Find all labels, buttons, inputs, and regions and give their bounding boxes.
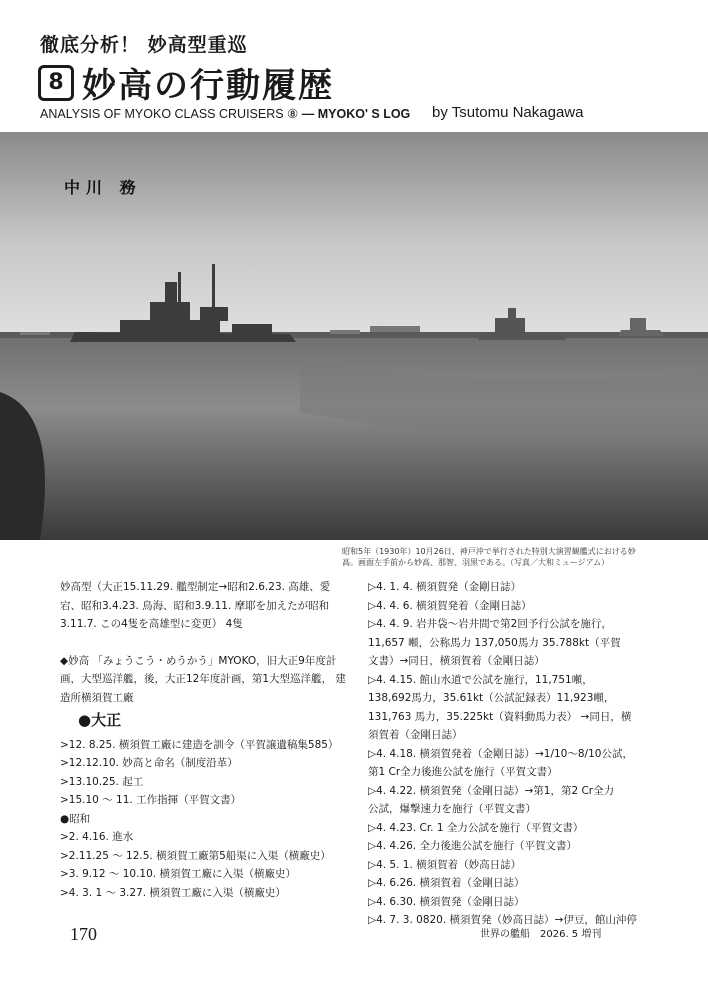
- right-column: [368, 578, 648, 930]
- log-entry: ▷4. 4.22. 横須賀発（金剛日誌）→第1，第2 Cr全力: [368, 784, 615, 797]
- log-entry: 公試，爆撃速力を施行（平賀文書）: [368, 803, 536, 815]
- log-entry: ▷4. 4.15. 館山水道で公試を施行，11,751噸，: [368, 673, 593, 686]
- log-entry: >12. 8.25. 横須賀工廠に建造を訓令（平賀譲遺稿集585）: [60, 738, 339, 751]
- ship-intro-paragraph: ◆妙高 「みょうこう・めうかう」MYOKO，旧大正9年度計画，大型巡洋艦，後，大正12年度計画，第1大型巡洋艦， 建造所横須賀工廠: [60, 654, 346, 704]
- log-entry: ▷4. 4.23. Cr. 1 全力公試を施行（平賀文書）: [368, 821, 584, 834]
- log-entry: >2. 4.16. 進水: [60, 831, 134, 843]
- sky: [0, 132, 708, 338]
- english-subtitle: [40, 106, 410, 121]
- class-intro-paragraph: 妙高型（大正15.11.29. 艦型制定→昭和2.6.23. 高雄、愛宕、昭和3.4.23. 鳥海、昭和3.9.11. 摩耶を加えたが昭和3.11.7. この4隻を高雄型に変更） 4隻: [60, 581, 331, 630]
- magazine-footer: 世界の艦船 2026. 5 増刊: [480, 929, 602, 940]
- log-entry: ▷4. 6.26. 横須賀着（金剛日誌）: [368, 877, 525, 889]
- log-entry: >3. 9.12 ～ 10.10. 横須賀工廠に入渠（横廠史）: [60, 868, 296, 880]
- article-number-badge: 8: [38, 65, 74, 101]
- english-subtitle-main: ANALYSIS OF MYOKO CLASS CRUISERS ⑧: [40, 107, 299, 121]
- log-entry: ▷4. 4. 6. 横須賀発着（金剛日誌）: [368, 599, 532, 612]
- log-entry: ▷4. 4. 9. 岩井袋～岩井間で第2回予行公試を施行，: [368, 618, 612, 630]
- author-name: 中川 務: [64, 178, 142, 197]
- log-entry: 131,763 馬力，35.225kt（資料動馬力表） →同日，横: [368, 710, 632, 723]
- log-entry: 138,692馬力，35.61kt（公試記録表）11,923噸，: [368, 692, 615, 704]
- era-heading: ●大正: [78, 711, 122, 729]
- log-entry: >13.10.25. 起工: [60, 775, 144, 788]
- page-number: 170: [70, 924, 97, 944]
- log-entry: ▷4. 7. 3. 0820. 横須賀発（妙高日誌）→伊豆，館山沖停: [368, 914, 637, 926]
- log-entry: 11,657 噸，公称馬力 137,050馬力 35.788kt（平賀: [368, 636, 621, 649]
- log-entry: >15.10 ～ 11. 工作指揮（平賀文書）: [60, 794, 242, 806]
- left-column: [60, 578, 350, 902]
- log-entry: >12.12.10. 妙高と命名（制度沿革）: [60, 757, 238, 769]
- byline: by Tsutomu Nakagawa: [432, 104, 584, 121]
- title-row: [38, 58, 334, 107]
- log-entry: >2.11.25 ～ 12.5. 横須賀工廠第5船渠に入渠（横廠史）: [60, 849, 331, 862]
- log-entry: 第1 Cr全力後進公試を施行（平賀文書）: [368, 766, 558, 778]
- log-entry: 文書）→同日，横須賀着（金剛日誌）: [368, 655, 545, 667]
- series-label: 徹底分析！ 妙高型重巡: [40, 34, 248, 56]
- english-subtitle-log: — MYOKO' S LOG: [301, 107, 411, 121]
- log-entry: ▷4. 6.30. 横須賀発（金剛日誌）: [368, 895, 525, 908]
- article-title: 妙高の行動履歴: [82, 66, 334, 106]
- log-entry: ▷4. 5. 1. 横須賀着（妙高日誌）: [368, 858, 522, 871]
- log-entry: ▷4. 4.26. 全力後進公試を施行（平賀文書）: [368, 840, 577, 852]
- log-entry: >4. 3. 1 ～ 3.27. 横須賀工廠に入渠（横廠史）: [60, 886, 286, 899]
- log-entry: ▷4. 4.18. 横須賀発着（金剛日誌）→1/10～8/10公試，: [368, 747, 633, 760]
- log-entry: 須賀着（金剛日誌）: [368, 729, 463, 741]
- photo-caption: 昭和5年（1930年）10月26日、神戸沖で挙行された特別大演習観艦式における妙高。画面左手前から妙高、那智、羽黒である。（写真／大和ミュージアム）: [342, 547, 636, 567]
- log-entry: ●昭和: [60, 812, 91, 825]
- log-entry: ▷4. 1. 4. 横須賀発（金剛日誌）: [368, 581, 522, 593]
